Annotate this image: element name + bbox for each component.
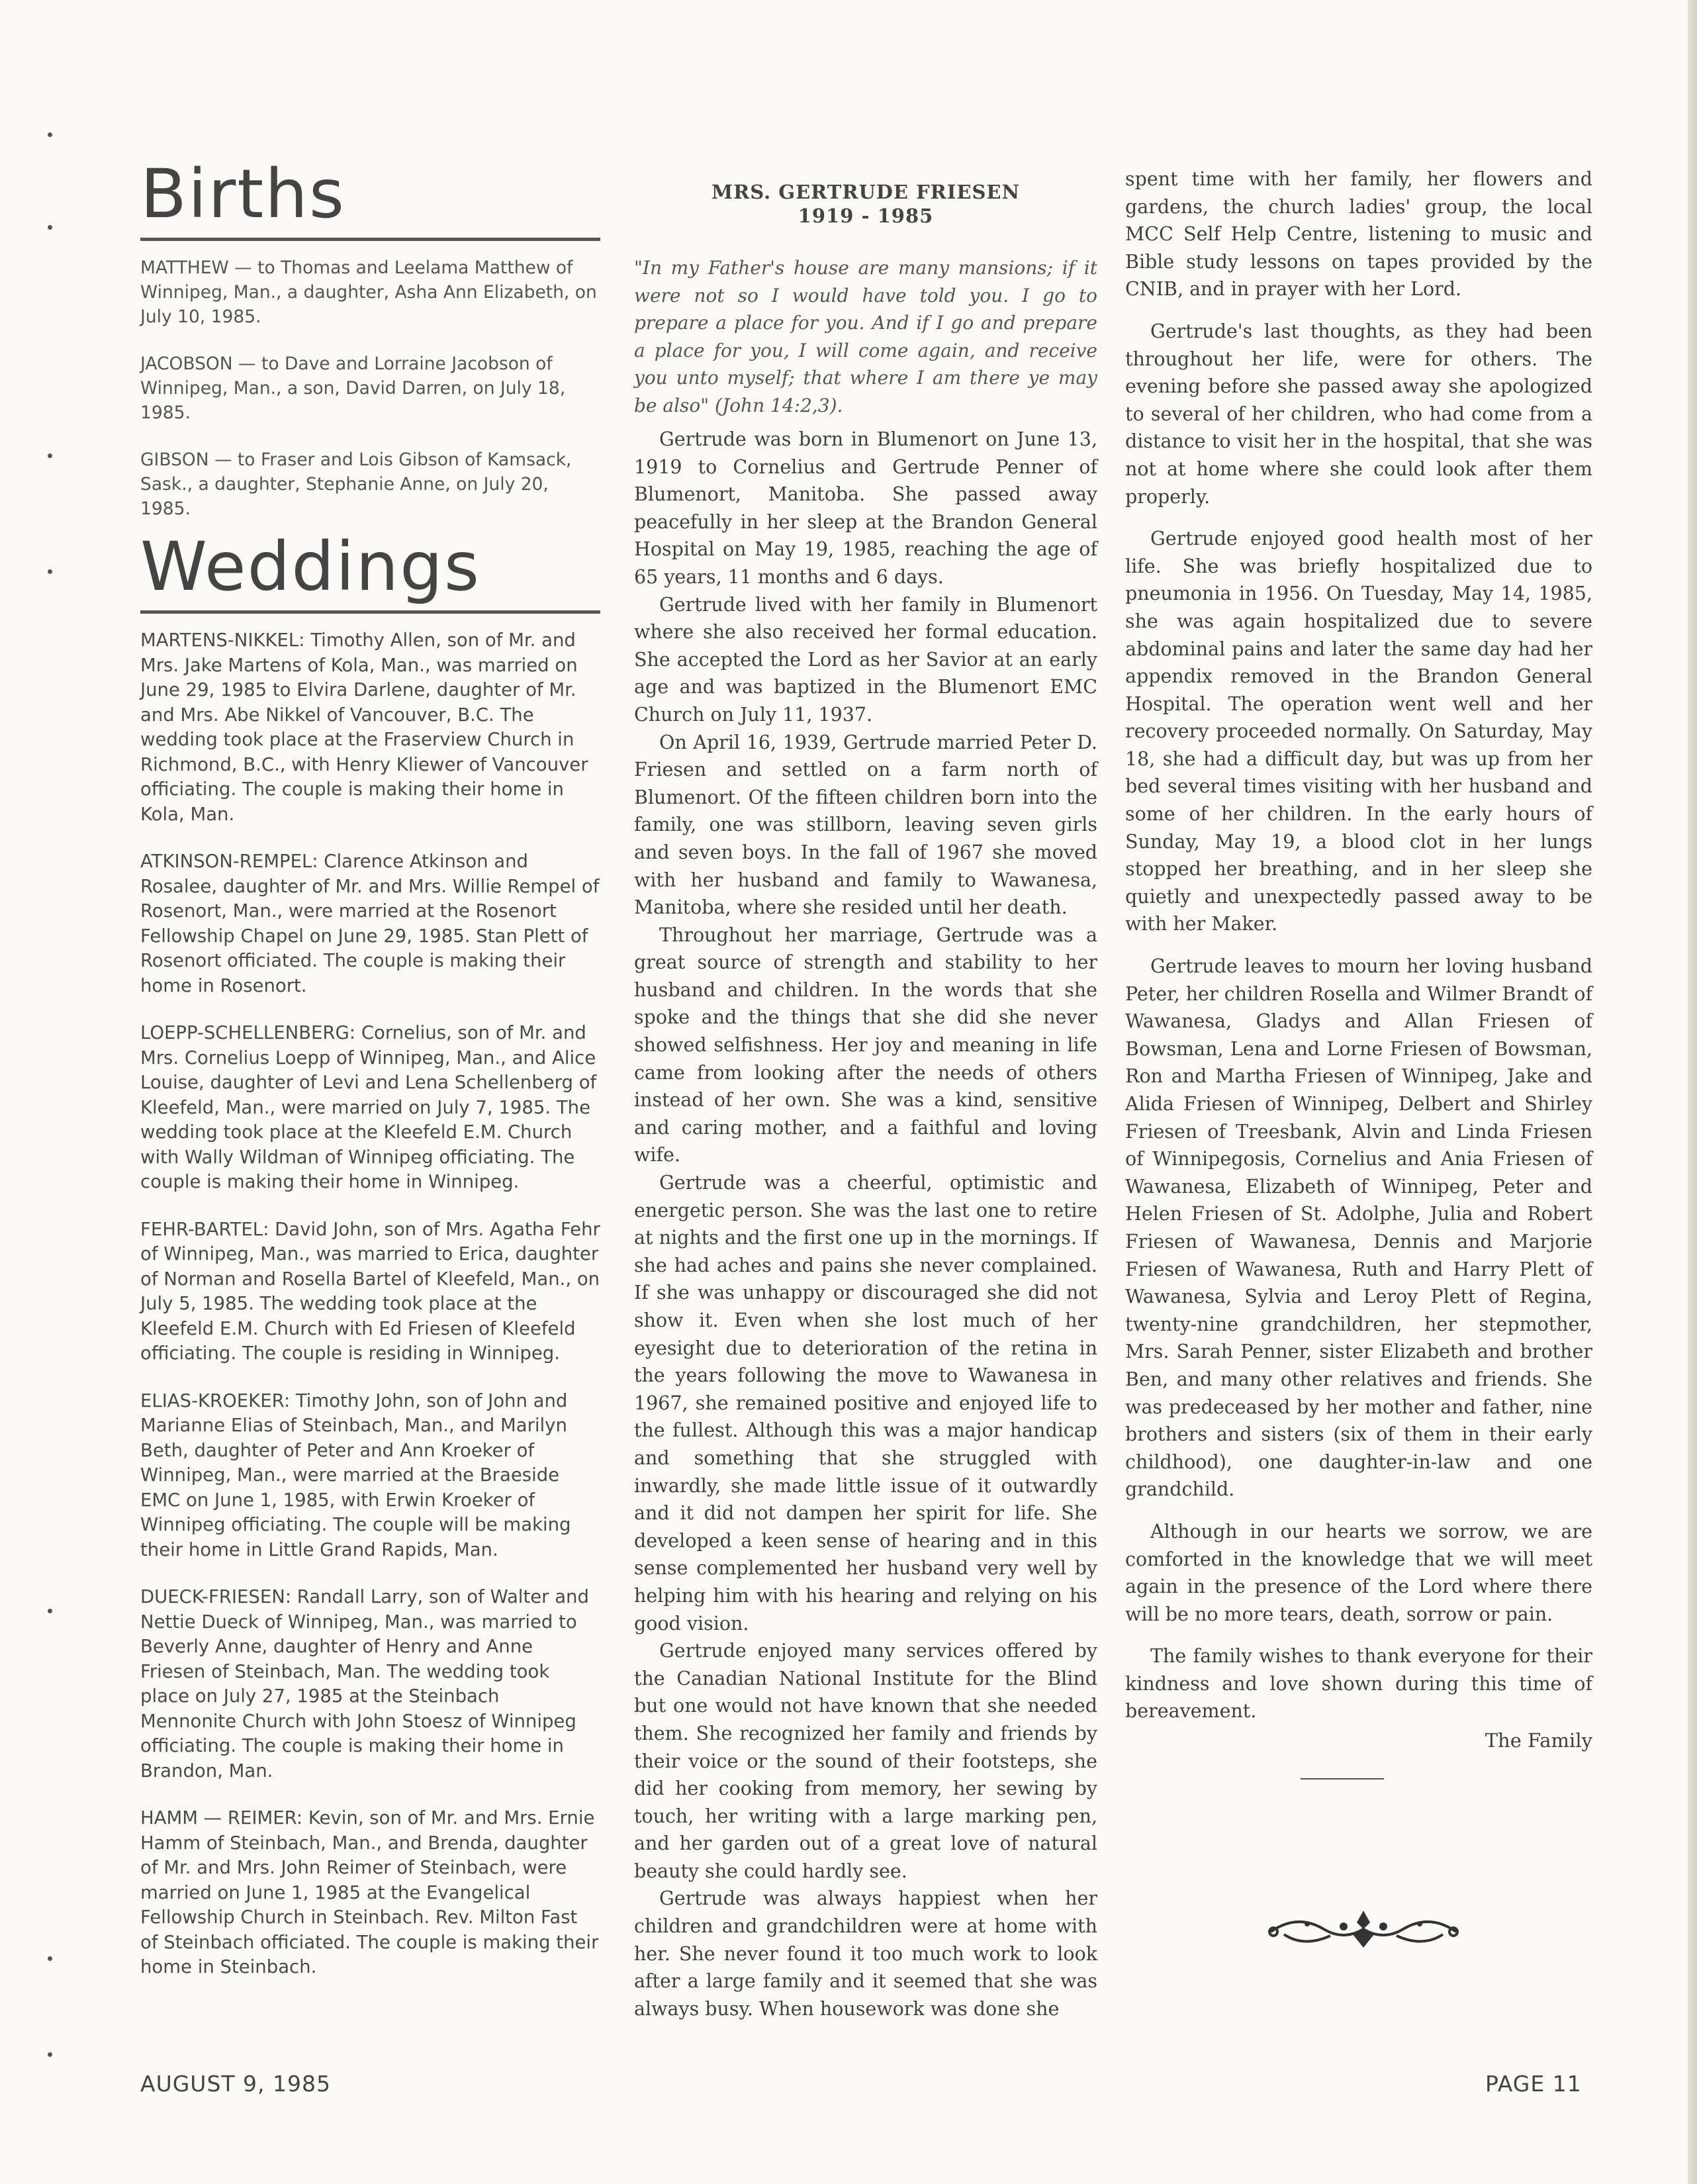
signature-rule	[1301, 1778, 1384, 1780]
obituary-paragraph: On April 16, 1939, Gertrude married Peter D. Friesen and settled on a farm north of Blumenort. Of the fifteen children born into the family, one was stillborn, leaving seven girls and seven boys. In the fall of 1967 she moved with her husband and family to Wawanesa, Manitoba, where she resided until her death.	[634, 731, 1097, 919]
binding-hole	[48, 453, 52, 458]
obituary-column-2	[1125, 166, 1592, 1780]
obituary-title	[634, 180, 1097, 228]
wedding-notice: MARTENS-NIKKEL: Timothy Allen, son of Mr. and Mrs. Jake Martens of Kola, Man., was married on June 29, 1985 to Elvira Darlene, daughter of Mr. and Mrs. Abe Nikkel of Vancouver, B.C. The wedding took place at the Fraserview Church in Richmond, B.C., with Henry Kliewer of Vancouver officiating. The couple is making their home in Kola, Man.	[140, 630, 588, 825]
obituary-paragraph: Gertrude enjoyed good health most of her life. She was briefly hospitalized due to pneumonia in 1956. On Tuesday, May 14, 1985, she was again hospitalized due to severe abdominal pains and later the same day had her appendix removed in the Brandon General Hospital. The operation went well and her recovery proceeded normally. On Saturday, May 18, she had a difficult day, but was up from her bed several times visiting with her husband and some of her children. In the early hours of Sunday, May 19, a blood clot in her lungs stopped her breathing, and in her sleep she quietly and unexpectedly passed away to be with her Maker.	[1125, 528, 1592, 935]
page-edge	[1688, 0, 1697, 2184]
obituary-paragraph: spent time with her family, her flowers and gardens, the church ladies' group, the local MCC Self Help Centre, listening to music and Bible study lessons on tapes provided by the CNIB, and in prayer with her Lord.	[1125, 168, 1592, 301]
scripture-verse: "In my Father's house are many mansions; if it were not so I would have told you. I go to prepare a place for you. And if I go and prepare a place for you, I will come again, and receive you unto myself; that where I am there ye may be also" (John 14:2,3).	[634, 257, 1097, 416]
binding-hole	[48, 569, 52, 574]
obituary-paragraph: The family wishes to thank everyone for their kindness and love shown during this time of bereavement.	[1125, 1645, 1592, 1723]
issue-date: AUGUST 9, 1985	[140, 2071, 332, 2097]
obituary-paragraph: Gertrude leaves to mourn her loving husband Peter, her children Rosella and Wilmer Brandt of Wawanesa, Gladys and Allan Friesen of Bowsman, Lena and Lorne Friesen of Bowsman, Ron and Martha Friesen of Winnipeg, Jake and Alida Friesen of Winnipeg, Delbert and Shirley Friesen of Treesbank, Alvin and Linda Friesen of Winnipegosis, Cornelius and Ania Friesen of Wawanesa, Elizabeth of Winnipeg, Peter and Helen Friesen of St. Adolphe, Julia and Robert Friesen of Wawanesa, Dennis and Marjorie Friesen of Wawanesa, Ruth and Harry Plett of Wawanesa, Sylvia and Leroy Plett of Regina, twenty-nine grandchildren, her stepmother, Mrs. Sarah Penner, sister Elizabeth and brother Ben, and many other relatives and friends. She was predeceased by her mother and father, nine brothers and sisters (six of them in their early childhood), one daughter-in-law and one grandchild.	[1125, 955, 1592, 1501]
binding-hole	[48, 225, 52, 230]
binding-hole	[48, 132, 52, 137]
obituary-paragraph: Gertrude was born in Blumenort on June 13, 1919 to Cornelius and Gertrude Penner of Blumenort, Manitoba. She passed away peacefully in her sleep at the Brandon General Hospital on May 19, 1985, reaching the age of 65 years, 11 months and 6 days.	[634, 428, 1097, 588]
obituary-column-1	[634, 180, 1097, 2022]
obituary-name: MRS. GERTRUDE FRIESEN	[711, 181, 1020, 203]
binding-hole	[48, 2052, 52, 2057]
wedding-notice: ATKINSON-REMPEL: Clarence Atkinson and Rosalee, daughter of Mr. and Mrs. Willie Rempel of Rosenort, Man., were married at the Rosenort Fellowship Chapel on June 29, 1985. Stan Plett of Rosenort officiated. The couple is making their home in Rosenort.	[140, 851, 600, 996]
wedding-notice: LOEPP-SCHELLENBERG: Cornelius, son of Mr. and Mrs. Cornelius Loepp of Winnipeg, Man., and Alice Louise, daughter of Levi and Lena Schellenberg of Kleefeld, Man., were married on July 7, 1985. The wedding took place at the Kleefeld E.M. Church with Wally Wildman of Winnipeg officiating. The couple is making their home in Winnipeg.	[140, 1022, 597, 1193]
binding-hole	[48, 1956, 52, 1961]
floral-ornament-icon	[1258, 1907, 1469, 1953]
obituary-paragraph: Gertrude enjoyed many services offered by the Canadian National Institute for the Blind but one would not have known that she needed them. She recognized her family and friends by their voice or the sound of their footsteps, she did her cooking from memory, her sewing by touch, her writing with a large marking pen, and her garden out of a great love of natural beauty she could hardly see.	[634, 1640, 1097, 1882]
obituary-paragraph: Gertrude was a cheerful, optimistic and energetic person. She was the last one to retire at nights and the first one up in the mornings. If she had aches and pains she never complained. If she was unhappy or discouraged she did not show it. Even when she lost much of her eyesight due to deterioration of the retina in the years following the move to Wawanesa in 1967, she remained positive and enjoyed life to the fullest. Although this was a major handicap and something that she struggled with inwardly, she made little issue of it outwardly and it did not dampen her spirit for life. She developed a keen sense of hearing and in this sense complemented her husband very well by helping him with his hearing and relying on his good vision.	[634, 1172, 1097, 1635]
heading-rule	[140, 238, 600, 241]
birth-notice: GIBSON — to Fraser and Lois Gibson of Kamsack, Sask., a daughter, Stephanie Anne, on July 20, 1985.	[140, 450, 572, 520]
obituary-paragraph: Gertrude was always happiest when her children and grandchildren were at home with her. She never found it too much work to look after a large family and it seemed that she was always busy. When housework was done she	[634, 1887, 1097, 2020]
obituary-signature: The Family	[1485, 1729, 1592, 1752]
page-number: PAGE 11	[1485, 2071, 1582, 2097]
wedding-notice: DUECK-FRIESEN: Randall Larry, son of Walter and Nettie Dueck of Winnipeg, Man., was married to Beverly Anne, daughter of Henry and Anne Friesen of Steinbach, Man. The wedding took place on July 27, 1985 at the Steinbach Mennonite Church with John Stoesz of Winnipeg officiating. The couple is making their home in Brandon, Man.	[140, 1586, 589, 1781]
wedding-notice: FEHR-BARTEL: David John, son of Mrs. Agatha Fehr of Winnipeg, Man., was married to Erica, daughter of Norman and Rosella Bartel of Kleefeld, Man., on July 5, 1985. The wedding took place at the Kleefeld E.M. Church with Ed Friesen of Kleefeld officiating. The couple is residing in Winnipeg.	[140, 1218, 600, 1364]
births-weddings-column	[140, 155, 600, 2003]
obituary-years: 1919 - 1985	[798, 205, 934, 227]
obituary-paragraph: Although in our hearts we sorrow, we are comforted in the knowledge that we will meet again in the presence of the Lord where there will be no more tears, death, sorrow or pain.	[1125, 1520, 1592, 1625]
weddings-heading: Weddings	[140, 528, 481, 607]
wedding-notice: ELIAS-KROEKER: Timothy John, son of John and Marianne Elias of Steinbach, Man., and Marilyn Beth, daughter of Peter and Ann Kroeker of Winnipeg, Man., were married at the Braeside EMC on June 1, 1985, with Erwin Kroeker of Winnipeg officiating. The couple will be making their home in Little Grand Rapids, Man.	[140, 1390, 571, 1560]
heading-rule	[140, 610, 600, 614]
births-heading: Births	[140, 155, 346, 234]
obituary-paragraph: Gertrude lived with her family in Blumenort where she also received her formal education. She accepted the Lord as her Savior at an early age and was baptized in the Blumenort EMC Church on July 11, 1937.	[634, 593, 1097, 726]
binding-hole	[48, 1609, 52, 1613]
birth-notice: MATTHEW — to Thomas and Leelama Matthew of Winnipeg, Man., a daughter, Asha Ann Elizabeth, on July 10, 1985.	[140, 258, 597, 328]
obituary-paragraph: Throughout her marriage, Gertrude was a great source of strength and stability to her husband and children. In the words that she spoke and the things that she did she never showed selfishness. Her joy and meaning in life came from looking after the needs of others instead of her own. She was a kind, sensitive and caring mother, and a faithful and loving wife.	[634, 924, 1097, 1166]
birth-notice: JACOBSON — to Dave and Lorraine Jacobson of Winnipeg, Man., a son, David Darren, on July 18, 1985.	[140, 354, 566, 424]
obituary-paragraph: Gertrude's last thoughts, as they had been throughout her life, were for others. The evening before she passed away she apologized to several of her children, who had come from a distance to visit her in the hospital, that she was not at home where she could look after them properly.	[1125, 320, 1592, 508]
wedding-notice: HAMM — REIMER: Kevin, son of Mr. and Mrs. Ernie Hamm of Steinbach, Man., and Brenda, daughter of Mr. and Mrs. John Reimer of Steinbach, were married on June 1, 1985 at the Evangelical Fellowship Church in Steinbach. Rev. Milton Fast of Steinbach officiated. The couple is making their home in Steinbach.	[140, 1807, 599, 1978]
